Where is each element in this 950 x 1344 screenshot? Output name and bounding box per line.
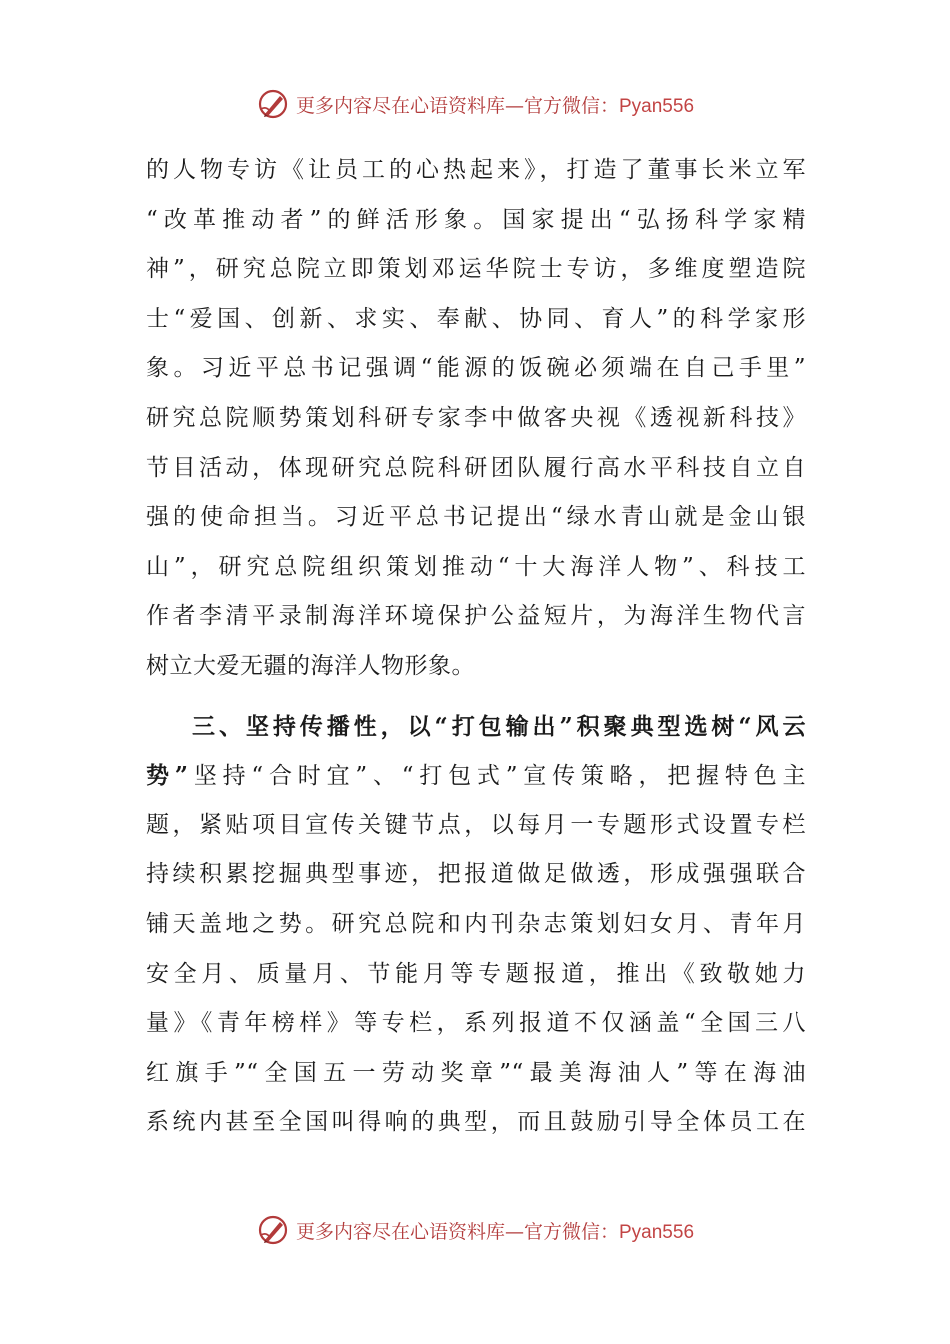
text-line: 安全月、质量月、节能月等专题报道，推出《致敬她力 [146, 960, 806, 987]
header-banner [0, 84, 950, 124]
section-heading-end: 势” [146, 762, 189, 790]
text-line: 持续积累挖掘典型事迹，把报道做足做透，形成强强联合 [146, 861, 806, 888]
text-line: 神”，研究总院立即策划邓运华院士专访，多维度塑造院 [146, 256, 806, 283]
text-line: 研究总院顺势策划科研专家李中做客央视《透视新科技》 [146, 404, 806, 431]
text-line: 作者李清平录制海洋环境保护公益短片，为海洋生物代言 [146, 603, 806, 630]
section-heading: 三、坚持传播性，以“打包输出”积聚典型选树“风云 [192, 712, 806, 740]
text-line: 强的使命担当。习近平总书记提出“绿水青山就是金山银 [146, 504, 806, 531]
text-line: 士“爱国、创新、求实、奉献、协同、育人”的科学家形 [146, 305, 806, 332]
text-line: 红旗手”“全国五一劳动奖章”“最美海油人”等在海油 [146, 1059, 806, 1086]
document-body [146, 146, 806, 1148]
text-line: 题，紧贴项目宣传关键节点，以每月一专题形式设置专栏 [146, 811, 806, 838]
text-line: 山”，研究总院组织策划推动“十大海洋人物”、科技工 [146, 553, 806, 580]
text-line: 树立大爱无疆的海洋人物形象。 [146, 652, 475, 679]
banner-text: 更多内容尽在心语资料库—官方微信：Pyan556 [295, 94, 695, 117]
paragraph-1 [146, 146, 806, 692]
text-line: 铺天盖地之势。研究总院和内刊杂志策划妇女月、青年月 [146, 910, 806, 937]
pen-logo-icon [256, 1213, 290, 1247]
paragraph-2 [146, 702, 806, 1148]
text-line: 象。习近平总书记强调“能源的饭碗必须端在自己手里” [146, 355, 806, 382]
text-line: 节目活动，体现研究总院科研团队履行高水平科技自立自 [146, 454, 806, 481]
text-line: 的人物专访《让员工的心热起来》，打造了董事长米立军 [146, 157, 806, 183]
text-line: 系统内甚至全国叫得响的典型，而且鼓励引导全体员工在 [146, 1109, 806, 1136]
footer-banner [0, 1210, 950, 1250]
text-line: 量》《青年榜样》等专栏，系列报道不仅涵盖“全国三八 [146, 1010, 806, 1037]
pen-logo-icon [256, 87, 290, 121]
text-line: 势”坚持“合时宜”、“打包式”宣传策略，把握特色主 [146, 762, 806, 790]
banner-text: 更多内容尽在心语资料库—官方微信：Pyan556 [295, 1220, 695, 1243]
text-line: “改革推动者”的鲜活形象。国家提出“弘扬科学家精 [146, 206, 806, 233]
